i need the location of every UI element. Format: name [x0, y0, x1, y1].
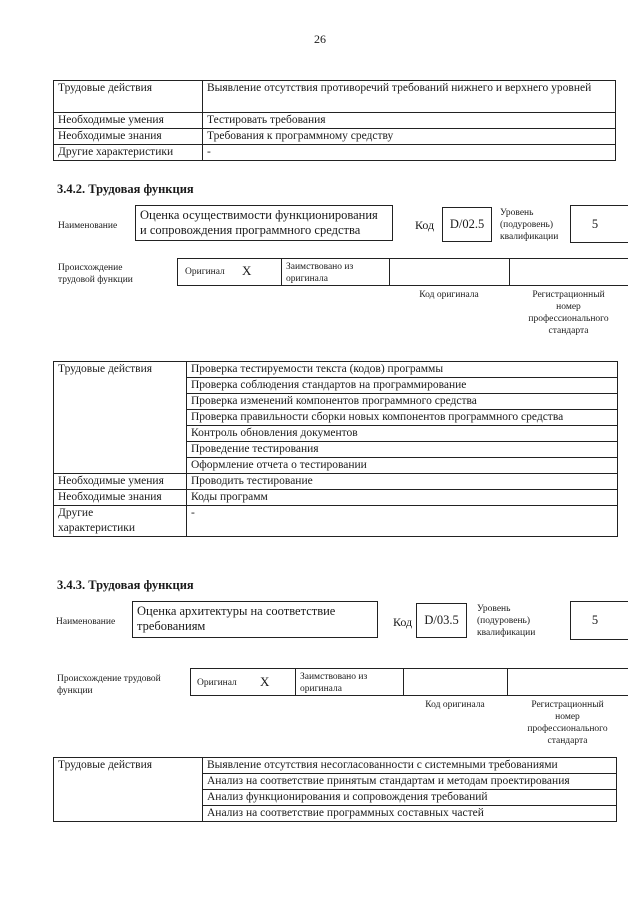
reg-caption-3: профессионального — [528, 314, 609, 324]
origin-divider — [507, 668, 508, 696]
section-heading-343: 3.4.3. Трудовая функция — [57, 578, 194, 592]
code-original-caption: Код оригинала — [419, 290, 479, 300]
original-mark: X — [242, 263, 252, 278]
name-label: Наименование — [58, 221, 118, 231]
borrowed-label-1: Заимствовано из — [286, 262, 354, 272]
original-label: Оригинал — [197, 678, 237, 688]
code-label: Код — [393, 615, 413, 629]
borrowed-label-2: оригинала — [300, 684, 342, 694]
row-value: - — [187, 506, 618, 537]
reg-caption-3: профессионального — [527, 724, 608, 734]
row-label: Трудовые действия — [54, 362, 187, 474]
action-item: Проведение тестирования — [187, 442, 618, 458]
row-label: Необходимые умения — [54, 113, 203, 129]
table-row — [54, 490, 618, 506]
level-label-2: (подуровень) — [477, 616, 531, 626]
row-value: Коды программ — [187, 490, 618, 506]
origin-divider — [509, 258, 510, 286]
name-value-line1: Оценка осуществимости функционирования — [140, 208, 378, 222]
row-label: Другие характеристики — [54, 145, 203, 161]
action-item: Проверка соблюдения стандартов на программирование — [187, 378, 618, 394]
code-label: Код — [415, 218, 435, 232]
borrowed-label-2: оригинала — [286, 274, 328, 284]
name-value-line1: Оценка архитектуры на соответствие — [137, 604, 336, 618]
origin-divider — [389, 258, 390, 286]
code-value: D/03.5 — [424, 613, 459, 627]
reg-caption-1: Регистрационный — [531, 700, 604, 710]
origin-divider — [403, 668, 404, 696]
borrowed-label-1: Заимствовано из — [300, 672, 368, 682]
action-item: Контроль обновления документов — [187, 426, 618, 442]
origin-label-1: Происхождение трудовой — [57, 674, 161, 684]
level-label-1: Уровень — [477, 604, 511, 614]
page-number: 26 — [314, 32, 326, 46]
reg-caption-2: номер — [555, 712, 580, 722]
level-label-3: квалификации — [500, 232, 559, 242]
table-343 — [53, 757, 617, 822]
reg-caption-1: Регистрационный — [532, 290, 605, 300]
name-value-line2: и сопровождения программного средства — [140, 223, 361, 237]
table-row — [54, 362, 618, 378]
name-value-line2: требованиям — [137, 619, 206, 633]
level-label-2: (подуровень) — [500, 220, 554, 230]
row-label — [54, 506, 187, 537]
table-row — [54, 506, 618, 537]
level-label-3: квалификации — [477, 628, 536, 638]
action-item: Оформление отчета о тестировании — [187, 458, 618, 474]
table-row — [54, 758, 617, 774]
row-value: Выявление отсутствия противоречий требований нижнего и верхнего уровней — [203, 81, 616, 113]
row-value: - — [203, 145, 616, 161]
action-item: Анализ на соответствие программных составных частей — [203, 806, 617, 822]
table-row — [54, 81, 616, 113]
level-value: 5 — [591, 613, 599, 627]
reg-caption-4: стандарта — [547, 736, 588, 746]
origin-divider — [295, 668, 296, 696]
table-342 — [53, 361, 618, 537]
row-label: Необходимые знания — [54, 490, 187, 506]
row-value: Тестировать требования — [203, 113, 616, 129]
code-original-caption: Код оригинала — [425, 700, 485, 710]
origin-label-2: трудовой функции — [58, 275, 133, 285]
reg-caption-4: стандарта — [548, 326, 589, 336]
action-item: Выявление отсутствия несогласованности с системными требованиями — [203, 758, 617, 774]
origin-box — [190, 668, 628, 696]
original-mark: X — [260, 674, 270, 689]
action-item: Анализ функционирования и сопровождения требований — [203, 790, 617, 806]
table-row — [54, 145, 616, 161]
original-label: Оригинал — [185, 267, 225, 277]
code-value: D/02.5 — [449, 217, 485, 231]
row-label: Необходимые умения — [54, 474, 187, 490]
section-heading-342: 3.4.2. Трудовая функция — [57, 182, 194, 196]
other-label-1: Другие — [58, 507, 94, 519]
level-value: 5 — [591, 217, 599, 231]
table-row — [54, 113, 616, 129]
action-item: Анализ на соответствие принятым стандартам и методам проектирования — [203, 774, 617, 790]
origin-label-1: Происхождение — [58, 263, 123, 273]
action-item: Проверка тестируемости текста (кодов) программы — [187, 362, 618, 378]
reg-caption-2: номер — [556, 302, 581, 312]
row-value: Требования к программному средству — [203, 129, 616, 145]
other-label-2: характеристики — [58, 522, 136, 534]
row-value: Проводить тестирование — [187, 474, 618, 490]
level-label-1: Уровень — [500, 208, 534, 218]
row-label: Необходимые знания — [54, 129, 203, 145]
row-label: Трудовые действия — [54, 758, 203, 822]
table-row — [54, 129, 616, 145]
action-item: Проверка изменений компонентов программного средства — [187, 394, 618, 410]
action-item: Проверка правильности сборки новых компонентов программного средства — [187, 410, 618, 426]
name-label: Наименование — [56, 617, 116, 627]
origin-divider — [281, 258, 282, 286]
row-label: Трудовые действия — [54, 81, 203, 113]
table-continuation — [53, 80, 616, 161]
table-row — [54, 474, 618, 490]
origin-label-2: функции — [57, 686, 93, 696]
